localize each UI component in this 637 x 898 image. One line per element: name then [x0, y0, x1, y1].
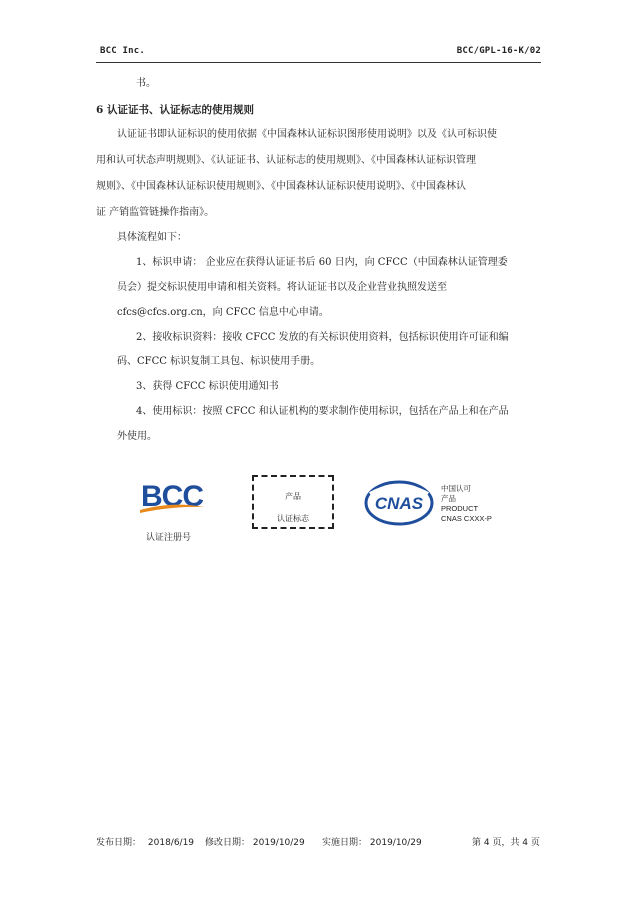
cnas-line-4: CNAS CXXX-P — [441, 514, 492, 523]
bcc-logo — [136, 477, 208, 517]
continued-text: 书。 — [136, 78, 156, 89]
box-label-cert-mark: 认证标志 — [277, 514, 309, 523]
bcc-caption: 认证注册号 — [146, 533, 192, 543]
cnas-logo — [364, 480, 434, 526]
footer-publish-date: 2018/6/19 — [147, 838, 195, 848]
header-divider — [96, 62, 541, 63]
section-heading: 6 认证证书、认证标志的使用规则 — [96, 104, 254, 116]
step1-line3: cfcs@cfcs.org.cn，向 CFCC 信息中心申请。 — [117, 307, 329, 318]
para1-line1: 认证证书即认证标识的使用依据《中国森林认证标识图形使用说明》以及《认可标识使 — [117, 129, 497, 140]
footer-effective-label: 实施日期： — [322, 838, 368, 848]
box-label-product: 产品 — [285, 492, 301, 501]
step1-line2: 员会）提交标识使用申请和相关资料。将认证证书以及企业营业执照发送至 — [117, 282, 447, 293]
header-company: BCC Inc. — [100, 46, 145, 56]
step3: 3、获得 CFCC 标识使用通知书 — [136, 381, 279, 392]
para1-line4: 证 产销监管链操作指南》。 — [96, 207, 215, 218]
cnas-accreditation-text — [441, 484, 492, 524]
cnas-logo-text: CNAS — [374, 494, 424, 513]
step1-line1: 1、标识申请： 企业应在获得认证证书后 60 日内，向 CFCC（中国森林认证管理委 — [136, 257, 508, 268]
step2-line1: 2、接收标识资料：接收 CFCC 发放的有关标识使用资料，包括标识使用许可证和编 — [136, 332, 509, 343]
para1-line2: 用和认可状态声明规则》、《认证证书、认证标志的使用规则》、《中国森林认证标识管理 — [96, 155, 476, 166]
step2-line2: 码、CFCC 标识复制工具包、标识使用手册。 — [117, 356, 321, 367]
footer-publish — [96, 835, 194, 848]
bcc-logo-text: BCC — [141, 480, 203, 513]
para1-line3: 规则》、《中国森林认证标识使用规则》、《中国森林认证标识使用说明》、《中国森林认 — [96, 181, 466, 192]
footer-page-info: 第 4 页，共 4 页 — [472, 838, 540, 848]
footer-publish-label: 发布日期： — [96, 838, 142, 848]
flow-intro: 具体流程如下： — [117, 232, 187, 243]
product-cert-mark-box — [252, 475, 334, 529]
footer-modify — [205, 835, 305, 848]
cnas-line-3: PRODUCT — [441, 504, 479, 513]
cnas-line-1: 中国认可 — [441, 484, 471, 493]
step4-line2: 外使用。 — [117, 431, 157, 442]
footer-effective — [322, 835, 422, 848]
footer-modify-date: 2019/10/29 — [252, 838, 305, 848]
footer-modify-label: 修改日期： — [205, 838, 251, 848]
footer-effective-date: 2019/10/29 — [369, 838, 422, 848]
header-doc-code: BCC/GPL-16-K/02 — [456, 46, 541, 56]
cnas-line-2: 产品 — [441, 494, 456, 503]
step4-line1: 4、使用标识：按照 CFCC 和认证机构的要求制作使用标识，包括在产品上和在产品 — [136, 406, 509, 417]
